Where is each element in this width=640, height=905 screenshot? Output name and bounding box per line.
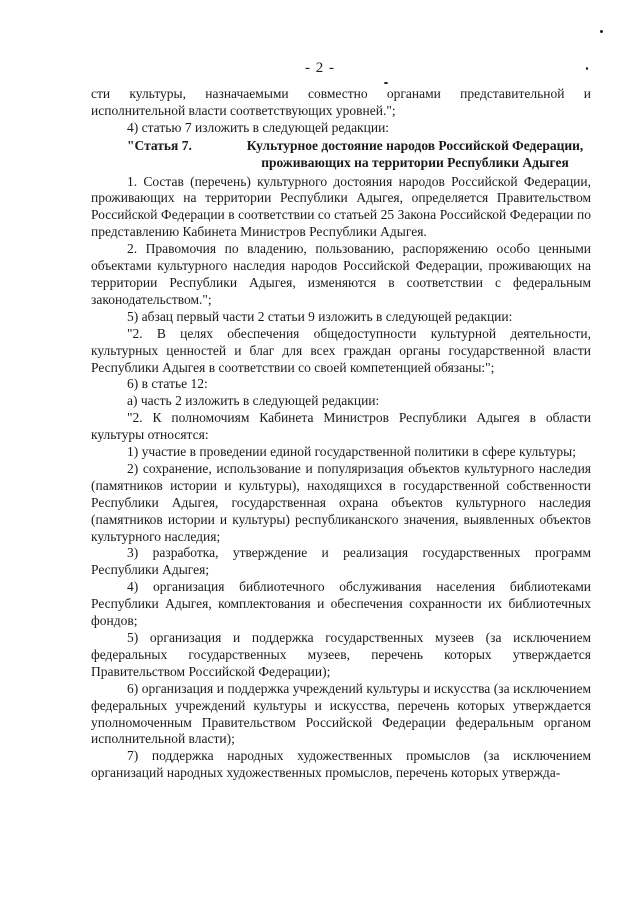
article-heading <box>91 138 591 172</box>
amendment-item-4: 4) статью 7 изложить в следующей редакции: <box>127 119 390 135</box>
scan-speck <box>384 82 388 84</box>
power-item-2: 2) сохранение, использование и популяризация объектов культурного наследия (памятников истории и культуры), находящихся в государственной собственности Республики Адыгея, государственная охрана объектов культурного наследия (памятников истории и культуры) республиканского значения, выявленных объектов культурного наследия; <box>91 460 591 544</box>
power-item-6: 6) организация и поддержка учреждений культуры и искусства (за исключением федеральных учреждений культуры и искусства, перечень которых утверждается уполномоченным Правительством Российской Федерации федеральным органом исполнительной власти); <box>91 680 591 747</box>
amendment-item-6: 6) в статье 12: <box>127 376 208 392</box>
power-item-4: 4) организация библиотечного обслуживания населения библиотеками Республики Адыгея, комплектования и обеспечения сохранности их библиотечных фондов; <box>91 579 591 629</box>
power-item-5: 5) организация и поддержка государственных музеев (за исключением федеральных государственных музеев, перечень которых утверждается Правительством Российской Федерации); <box>91 630 591 679</box>
power-item-7: 7) поддержка народных художественных промыслов (за исключением организаций народных художественных промыслов, перечень которых утвержда- <box>91 748 591 781</box>
body-paragraph-2: 2. Правомочия по владению, пользованию, распоряжению особо ценными объектами культурного наследия народов Российской Федерации, проживающих на территории Республики Адыгея, изменяются в соответствии с федеральным законодательством."; <box>91 241 591 307</box>
quoted-part-2: "2. В целях обеспечения общедоступности культурной деятельности, культурных ценностей и благ для всех граждан органы государственной власти Республики Адыгея в соответствии со своей компетенцией обязаны:"; <box>91 325 591 375</box>
scan-speck <box>586 67 588 70</box>
power-item-1: 1) участие в проведении единой государственной политики в сфере культуры; <box>127 444 576 460</box>
scan-speck <box>600 30 603 33</box>
quoted-powers-intro: "2. К полномочиям Кабинета Министров Республики Адыгея в области культуры относятся: <box>91 410 591 443</box>
body-paragraph-1: 1. Состав (перечень) культурного достояния народов Российской Федерации, проживающих на территории Республики Адыгея, определяется Правительством Российской Федерации в соответствии со статьей 25 Закона Российской Федерации по представлению Кабинета Министров Республики Адыгея. <box>91 173 591 240</box>
article-number: "Статья 7. <box>127 137 192 153</box>
document-body <box>91 86 591 782</box>
subitem-a: а) часть 2 изложить в следующей редакции: <box>127 393 380 409</box>
article-title: Культурное достояние народов Российской Федерации, проживающих на территории Республики Адыгея <box>246 137 584 170</box>
amendment-item-5: 5) абзац первый части 2 статьи 9 изложить в следующей редакции: <box>127 308 513 324</box>
page-number: - 2 - <box>305 60 335 76</box>
continuation-paragraph: сти культуры, назначаемыми совместно органами представительной и исполнительной власти соответствующих уровней."; <box>91 86 591 118</box>
power-item-3: 3) разработка, утверждение и реализация государственных программ Республики Адыгея; <box>91 545 591 578</box>
